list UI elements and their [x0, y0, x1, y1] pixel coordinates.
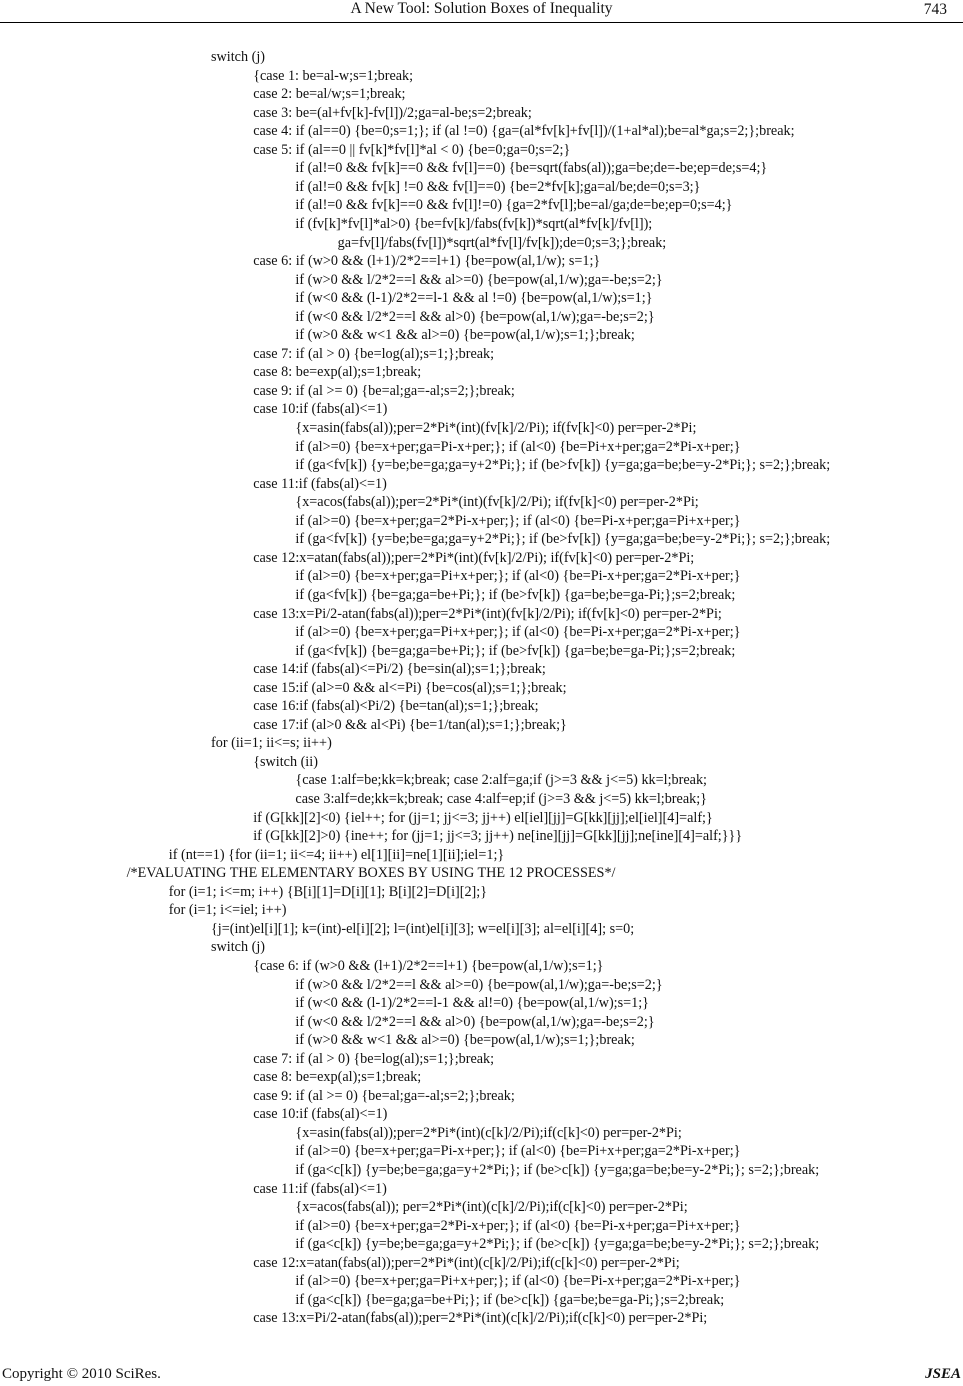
code-line: for (ii=1; ii<=s; ii++): [211, 735, 332, 752]
code-line: case 11:if (fabs(al)<=1): [253, 475, 387, 492]
copyright-notice: Copyright © 2010 SciRes.: [2, 1366, 161, 1382]
code-line: {x=asin(fabs(al));per=2*Pi*(int)(fv[k]/2/Pi); if(fv[k]<0) per=per-2*Pi;: [295, 420, 697, 436]
code-line: case 10:if (fabs(al)<=1): [253, 1106, 388, 1123]
code-line: if (al!=0 && fv[k]==0 && fv[l]==0) {be=sqrt(fabs(al));ga=be;de=-be;ep=de;s=4;}: [295, 160, 768, 177]
code-line: case 10:if (fabs(al)<=1): [253, 401, 388, 418]
code-line: if (w>0 && w<1 && al>=0) {be=pow(al,1/w);s=1;};break;: [295, 1032, 635, 1049]
code-line: case 11:if (fabs(al)<=1): [253, 1180, 387, 1197]
code-line: if (G[kk][2]>0) {ine++; for (jj=1; jj<=3; jj++) ne[ine][jj]=G[kk][jj];ne[ine][4]=alf;}}}: [253, 828, 743, 845]
code-line: if (w<0 && l/2*2==l && al>0) {be=pow(al,1/w);ga=-be;s=2;}: [295, 308, 655, 325]
code-line: if (ga<fv[k]) {be=ga;ga=be+Pi;}; if (be>fv[k]) {ga=be;be=ga-Pi;};s=2;break;: [295, 586, 736, 603]
code-line: case 8: be=exp(al);s=1;break;: [253, 1069, 422, 1086]
code-line: if (G[kk][2]<0) {iel++; for (jj=1; jj<=3; jj++) el[iel][jj]=G[kk][jj];el[iel][4]=alf;}: [253, 809, 713, 826]
code-line: {x=acos(fabs(al));per=2*Pi*(int)(fv[k]/2/Pi); if(fv[k]<0) per=per-2*Pi;: [295, 494, 699, 511]
code-line: if (ga<fv[k]) {y=be;be=ga;ga=y+2*Pi;}; if (be>fv[k]) {y=ga;ga=be;be=y-2*Pi;}; s=2;};break;: [295, 457, 831, 474]
code-line: if (al>=0) {be=x+per;ga=Pi+x+per;}; if (al<0) {be=Pi-x+per;ga=2*Pi-x+per;}: [295, 624, 741, 641]
code-line: case 12:x=atan(fabs(al));per=2*Pi*(int)(c[k]/2/Pi);if(c[k]<0) per=per-2*Pi;: [253, 1254, 680, 1271]
page-header: [0, 0, 963, 22]
code-line: {case 1: be=al-w;s=1;break;: [253, 67, 414, 84]
code-line: case 17:if (al>0 && al<Pi) {be=1/tan(al);s=1;};break;}: [253, 716, 567, 733]
code-line: ga=fv[l]/fabs(fv[l])*sqrt(al*fv[l]/fv[k]);de=0;s=3;};break;: [337, 234, 667, 251]
code-line: if (al>=0) {be=x+per;ga=Pi+x+per;}; if (al<0) {be=Pi-x+per;ga=2*Pi-x+per;}: [295, 568, 741, 585]
code-line: case 12:x=atan(fabs(al));per=2*Pi*(int)(fv[k]/2/Pi); if(fv[k]<0) per=per-2*Pi;: [253, 549, 695, 566]
journal-name: JSEA: [925, 1366, 961, 1382]
code-line: {j=(int)el[i][1]; k=(int)-el[i][2]; l=(int)el[i][3]; w=el[i][3]; al=el[i][4]; s=0;: [211, 920, 635, 937]
code-line: if (ga<fv[k]) {be=ga;ga=be+Pi;}; if (be>fv[k]) {ga=be;be=ga-Pi;};s=2;break;: [295, 642, 736, 659]
code-line: if (w<0 && l/2*2==l && al>0) {be=pow(al,1/w);ga=-be;s=2;}: [295, 1013, 655, 1030]
code-line: case 13:x=Pi/2-atan(fabs(al));per=2*Pi*(int)(c[k]/2/Pi);if(c[k]<0) per=per-2*Pi;: [253, 1310, 708, 1327]
code-line: if (w<0 && (l-1)/2*2==l-1 && al!=0) {be=pow(al,1/w);s=1;}: [295, 995, 649, 1012]
code-line: for (i=1; i<=m; i++) {B[i][1]=D[i][1]; B[i][2]=D[i][2];}: [168, 883, 488, 900]
code-line: if (ga<c[k]) {y=be;be=ga;ga=y+2*Pi;}; if (be>c[k]) {y=ga;ga=be;be=y-2*Pi;}; s=2;};break;: [295, 1236, 820, 1253]
code-line: if (al>=0) {be=x+per;ga=2*Pi-x+per;}; if (al<0) {be=Pi-x+per;ga=Pi+x+per;}: [295, 1217, 741, 1234]
code-line: {switch (ii): [253, 753, 318, 770]
code-line: if (al>=0) {be=x+per;ga=Pi+x+per;}; if (al<0) {be=Pi-x+per;ga=2*Pi-x+per;}: [295, 1273, 741, 1290]
code-line: if (ga<c[k]) {y=be;be=ga;ga=y+2*Pi;}; if (be>c[k]) {y=ga;ga=be;be=y-2*Pi;}; s=2;};break;: [295, 1162, 820, 1178]
page-number: 743: [923, 1, 947, 18]
code-line: for (i=1; i<=iel; i++): [168, 902, 287, 919]
code-line: if (al>=0) {be=x+per;ga=2*Pi-x+per;}; if (al<0) {be=Pi-x+per;ga=Pi+x+per;}: [295, 512, 741, 529]
code-line: if (fv[k]*fv[l]*al>0) {be=fv[k]/fabs(fv[k])*sqrt(al*fv[k]/fv[l]);: [295, 215, 653, 232]
code-line: case 14:if (fabs(al)<=Pi/2) {be=sin(al);s=1;};break;: [253, 661, 546, 678]
code-line: switch (j): [211, 939, 265, 956]
code-line: {x=asin(fabs(al));per=2*Pi*(int)(c[k]/2/Pi);if(c[k]<0) per=per-2*Pi;: [295, 1124, 682, 1141]
code-line: if (w<0 && (l-1)/2*2==l-1 && al !=0) {be=pow(al,1/w);s=1;}: [295, 290, 653, 307]
code-line: if (w>0 && l/2*2==l && al>=0) {be=pow(al,1/w);ga=-be;s=2;}: [295, 976, 663, 993]
code-line: switch (j): [211, 49, 265, 65]
code-line: if (nt==1) {for (ii=1; ii<=4; ii++) el[1][ii]=ne[1][ii];iel=1;}: [168, 846, 505, 863]
code-line: if (ga<fv[k]) {y=be;be=ga;ga=y+2*Pi;}; if (be>fv[k]) {y=ga;ga=be;be=y-2*Pi;}; s=2;};break;: [295, 531, 831, 548]
code-line: {case 6: if (w>0 && (l+1)/2*2==l+1) {be=pow(al,1/w);s=1;}: [253, 957, 604, 974]
code-line: case 16:if (fabs(al)<Pi/2) {be=tan(al);s=1;};break;: [253, 698, 539, 715]
code-line: case 7: if (al > 0) {be=log(al);s=1;};break;: [253, 345, 495, 362]
code-line: if (al!=0 && fv[k] !=0 && fv[l]==0) {be=2*fv[k];ga=al/be;de=0;s=3;}: [295, 178, 701, 195]
code-line: case 7: if (al > 0) {be=log(al);s=1;};break;: [253, 1050, 495, 1067]
code-line: case 8: be=exp(al);s=1;break;: [253, 364, 422, 381]
code-line: if (al>=0) {be=x+per;ga=Pi-x+per;}; if (al<0) {be=Pi+x+per;ga=2*Pi-x+per;}: [295, 1143, 741, 1160]
running-title: A New Tool: Solution Boxes of Inequality: [350, 0, 613, 17]
code-line: {x=acos(fabs(al)); per=2*Pi*(int)(c[k]/2/Pi);if(c[k]<0) per=per-2*Pi;: [295, 1199, 688, 1216]
code-line: case 4: if (al==0) {be=0;s=1;}; if (al !=0) {ga=(al*fv[k]+fv[l])/(1+al*al);be=al*ga;s=2;};break;: [253, 123, 795, 140]
code-line: case 13:x=Pi/2-atan(fabs(al));per=2*Pi*(int)(fv[k]/2/Pi); if(fv[k]<0) per=per-2*Pi;: [253, 605, 722, 622]
code-line: case 2: be=al/w;s=1;break;: [253, 86, 406, 103]
header-rule: [0, 22, 963, 23]
code-line: {case 1:alf=be;kk=k;break; case 2:alf=ga;if (j>=3 && j<=5) kk=l;break;: [295, 772, 707, 789]
code-line: case 6: if (w>0 && (l+1)/2*2==l+1) {be=pow(al,1/w); s=1;}: [253, 253, 601, 270]
code-line: if (al>=0) {be=x+per;ga=Pi-x+per;}; if (al<0) {be=Pi+x+per;ga=2*Pi-x+per;}: [295, 438, 741, 455]
code-line: case 9: if (al >= 0) {be=al;ga=-al;s=2;};break;: [253, 382, 515, 399]
code-line: if (w>0 && w<1 && al>=0) {be=pow(al,1/w);s=1;};break;: [295, 327, 635, 344]
code-line: case 5: if (al==0 || fv[k]*fv[l]*al < 0) {be=0;ga=0;s=2;}: [253, 141, 571, 158]
code-line: case 9: if (al >= 0) {be=al;ga=-al;s=2;};break;: [253, 1087, 515, 1104]
code-line: case 3: be=(al+fv[k]-fv[l])/2;ga=al-be;s=2;break;: [253, 104, 532, 121]
code-line: case 15:if (al>=0 && al<=Pi) {be=cos(al);s=1;};break;: [253, 679, 567, 696]
code-line: if (ga<c[k]) {be=ga;ga=be+Pi;}; if (be>c[k]) {ga=be;be=ga-Pi;};s=2;break;: [295, 1291, 725, 1308]
code-line: /*EVALUATING THE ELEMENTARY BOXES BY USING THE 12 PROCESSES*/: [126, 865, 616, 882]
code-line: if (al!=0 && fv[k]==0 && fv[l]!=0) {ga=2*fv[l];be=al/ga;de=be;ep=0;s=4;}: [295, 197, 733, 214]
code-line: case 3:alf=de;kk=k;break; case 4:alf=ep;if (j>=3 && j<=5) kk=l;break;}: [295, 791, 707, 807]
code-line: if (w>0 && l/2*2==l && al>=0) {be=pow(al,1/w);ga=-be;s=2;}: [295, 271, 663, 288]
